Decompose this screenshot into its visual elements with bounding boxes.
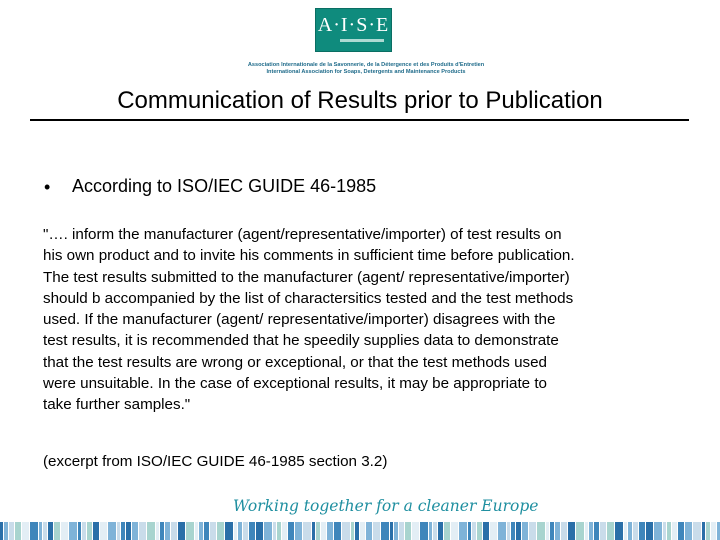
footer-stripe: [429, 522, 432, 540]
quote-line: his own product and to invite his comments in sufficient time before publication.: [43, 247, 575, 265]
footer-stripe: [366, 522, 372, 540]
footer-stripe: [15, 522, 21, 540]
footer-stripe: [61, 522, 68, 540]
footer-stripe: [646, 522, 653, 540]
footer-stripe: [399, 522, 404, 540]
footer-stripe: [48, 522, 53, 540]
footer-stripe: [472, 522, 476, 540]
footer-stripe: [225, 522, 233, 540]
footer-stripe: [667, 522, 671, 540]
quote-line: "…. inform the manufacturer (agent/representative/importer) of test results on: [43, 226, 562, 243]
footer-stripe: [555, 522, 560, 540]
footer-stripe: [160, 522, 164, 540]
footer-stripe: [204, 522, 209, 540]
footer-stripe: [43, 522, 47, 540]
footer-stripe: [576, 522, 584, 540]
footer-stripe: [117, 522, 120, 540]
footer-stripe: [108, 522, 116, 540]
footer-stripe: [607, 522, 614, 540]
bullet-icon: •: [44, 177, 51, 197]
footer-stripe: [628, 522, 632, 540]
footer-stripe: [537, 522, 545, 540]
footer-stripe: [30, 522, 38, 540]
footer-stripe: [54, 522, 60, 540]
footer-stripe: [69, 522, 77, 540]
footer-stripe: [507, 522, 510, 540]
footer-stripe: [498, 522, 506, 540]
footer-stripe: [433, 522, 437, 540]
footer-stripe: [264, 522, 272, 540]
footer-stripe: [238, 522, 242, 540]
footer-stripe: [22, 522, 29, 540]
aise-logo-text: A·I·S·E: [317, 14, 390, 36]
footer-stripe: [234, 522, 237, 540]
footer-stripe: [312, 522, 315, 540]
quote-line: The test results submitted to the manufacturer (agent/ representative/importer): [43, 268, 570, 286]
quote-line: take further samples.": [43, 396, 191, 414]
footer-stripe: [171, 522, 177, 540]
footer-stripe: [303, 522, 311, 540]
aise-logo: [315, 8, 392, 52]
footer-stripe: [490, 522, 497, 540]
footer-stripe: [438, 522, 443, 540]
footer-stripe: [702, 522, 705, 540]
footer-stripe: [550, 522, 554, 540]
footer-stripe: [672, 522, 677, 540]
footer-stripe: [165, 522, 170, 540]
footer-stripe: [654, 522, 662, 540]
quote-line: should b accompanied by the list of charactersitics tested and the test methods: [43, 289, 574, 307]
quote-line: that the test results are wrong or exceptional, or that the test methods used: [43, 353, 547, 371]
footer-stripe: [327, 522, 333, 540]
quote-line: test results, it is recommended that he speedily supplies data to demonstrate: [43, 332, 559, 350]
footer-stripe: [685, 522, 692, 540]
footer-stripe: [195, 522, 198, 540]
footer-stripe: [568, 522, 575, 540]
footer-stripe: [316, 522, 320, 540]
footer-stripe: [615, 522, 623, 540]
excerpt-citation: (excerpt from ISO/IEC GUIDE 46-1985 section 3.2): [43, 453, 388, 470]
footer-stripe: [522, 522, 528, 540]
footer-stripe: [9, 522, 14, 540]
footer-stripe: [156, 522, 159, 540]
footer-stripe: [147, 522, 155, 540]
footer-stripe: [405, 522, 411, 540]
footer-stripe: [381, 522, 389, 540]
footer-stripe: [546, 522, 549, 540]
footer-stripe: [355, 522, 359, 540]
footer-stripe: [420, 522, 428, 540]
footer-stripe: [256, 522, 263, 540]
footer-stripe: [243, 522, 248, 540]
footer-stripe: [334, 522, 341, 540]
footer-stripe: [121, 522, 125, 540]
footer-stripe: [93, 522, 99, 540]
footer-stripe: [561, 522, 567, 540]
quote-line: used. If the manufacturer (agent/ representative/importer) disagrees with the: [43, 311, 556, 329]
footer-stripe: [4, 522, 8, 540]
footer-stripe: [483, 522, 489, 540]
footer-stripe: [342, 522, 350, 540]
footer-stripe: [373, 522, 380, 540]
footer-stripe: [412, 522, 419, 540]
footer-stripe: [100, 522, 107, 540]
footer-stripe: [360, 522, 365, 540]
footer-stripe: [217, 522, 224, 540]
logo-subtitle-french: Association Internationale de la Savonnerie, de la Détergence et des Produits d'Entretien: [247, 62, 485, 68]
footer-stripe: [39, 522, 42, 540]
footer-stripe: [529, 522, 536, 540]
footer-stripe: [624, 522, 627, 540]
footer-stripe: [178, 522, 185, 540]
footer-stripe: [351, 522, 354, 540]
footer-stripe: [459, 522, 467, 540]
footer-stripe: [639, 522, 645, 540]
footer-stripe: [282, 522, 287, 540]
footer-stripe: [126, 522, 131, 540]
footer-stripe: [82, 522, 86, 540]
footer-stripe: [477, 522, 482, 540]
bullet-text: According to ISO/IEC GUIDE 46-1985: [72, 176, 377, 196]
footer-stripe: [321, 522, 326, 540]
footer-stripe: [87, 522, 92, 540]
footer-stripe-bar: [0, 522, 720, 540]
footer-stripe: [295, 522, 302, 540]
footer-stripe: [288, 522, 294, 540]
quote-line: were unsuitable. In the case of exceptional results, it may be appropriate to: [43, 375, 548, 393]
footer-stripe: [711, 522, 716, 540]
footer-stripe: [516, 522, 521, 540]
footer-stripe: [589, 522, 593, 540]
footer-stripe: [678, 522, 684, 540]
footer-stripe: [132, 522, 138, 540]
footer-stripe: [0, 522, 3, 540]
footer-stripe: [693, 522, 701, 540]
footer-stripe: [663, 522, 666, 540]
footer-tagline: Working together for a cleaner Europe: [233, 497, 539, 515]
footer-stripe: [249, 522, 255, 540]
footer-stripe: [451, 522, 458, 540]
footer-stripe: [139, 522, 146, 540]
footer-stripe: [600, 522, 606, 540]
title-underline: [30, 119, 689, 121]
quote-block: [43, 224, 683, 416]
footer-stripe: [210, 522, 216, 540]
footer-stripe: [468, 522, 471, 540]
footer-stripe: [633, 522, 638, 540]
footer-stripe: [706, 522, 710, 540]
slide-title: Communication of Results prior to Publication: [117, 87, 603, 114]
footer-stripe: [390, 522, 393, 540]
footer-stripe: [444, 522, 450, 540]
footer-stripe: [585, 522, 588, 540]
footer-stripe: [199, 522, 203, 540]
footer-stripe: [273, 522, 276, 540]
footer-stripe: [511, 522, 515, 540]
footer-stripe: [277, 522, 281, 540]
footer-stripe: [78, 522, 81, 540]
logo-subtitle-english: International Association for Soaps, Detergents and Maintenance Products: [266, 69, 466, 75]
logo-underline: [340, 39, 384, 42]
footer-stripe: [394, 522, 398, 540]
footer-stripe: [594, 522, 599, 540]
footer-stripe: [186, 522, 194, 540]
